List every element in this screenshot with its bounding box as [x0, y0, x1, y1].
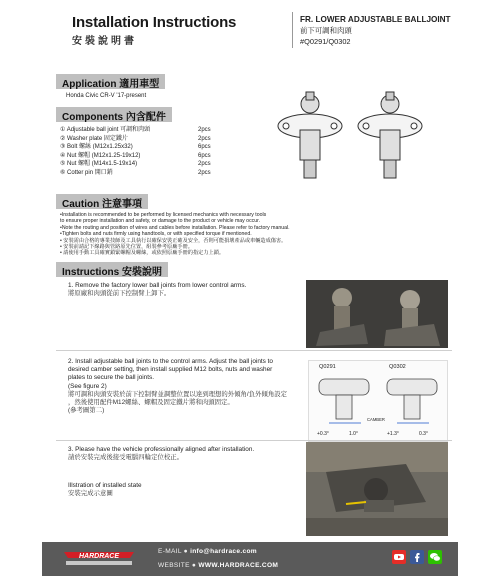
list-item: ⑥ Cotter pin 開口銷 2pcs [60, 169, 211, 176]
list-item: ② Washer plate 固定鐵片 2pcs [60, 135, 211, 142]
page-title: Installation Instructions [72, 14, 237, 31]
application-heading: Application 適用車型 [56, 74, 165, 89]
figure-label-left: Q0291 [319, 364, 336, 370]
svg-text:HARDRACE: HARDRACE [78, 553, 120, 560]
page-header [72, 14, 236, 47]
camber-value: +0.3° [317, 431, 329, 437]
divider [56, 350, 452, 351]
instructions-heading: Instructions 安裝說明 [56, 262, 168, 277]
vehicle-fitment: Honda Civic CR-V '17-present [66, 93, 147, 99]
components-list [60, 126, 240, 178]
step-1-photo [306, 280, 448, 348]
list-item: ⑤ Nut 螺帽 (M14x1.5-19x14) 2pcs [60, 161, 211, 168]
caution-text: •Installation is recommended to be performed by licensed mechanics with necessary tools to ensure proper installation and safety, or damage to the product or vehicle may occur. •Note the routing and position of wires and cables before installation. Please refer to factory manual. •Tighten bolts and nuts firmly using handtools, or with specified torque if mentioned. • 安裝需由合格的專業技師及工具執行以確保安裝正確及安全，否則可能損壞產品或車輛造成傷害。 • 安裝前請記下線路與管路原先位置，組裝參考原廠手冊。 • 請使用手動工具確實鎖緊螺帽及螺絲，或依照原廠手冊的指定力上鎖。 [60, 212, 290, 257]
installed-photo [306, 442, 448, 536]
step-2: 2. Install adjustable ball joints to the control arms. Adjust the ball joints to desired camber setting, then install supplied M12 bolts, nuts and washer plates to secure the ball joints. (See figure 2) 將可調和肉頭安裝於前下控制臂並調整位置以達到理想的外傾角/負外傾角設定 ，然後使用配件M12螺絲、螺帽及固定鐵片將和肉頭固定。 (參考圖第二) [68, 358, 288, 415]
youtube-icon[interactable] [392, 550, 406, 564]
website-link[interactable]: WWW.HARDRACE.COM [198, 562, 279, 569]
figure-label-right: Q0302 [389, 364, 406, 370]
hardrace-logo [60, 548, 138, 570]
wechat-icon[interactable] [428, 550, 442, 564]
camber-value: 0.3° [419, 431, 428, 437]
list-item: ① Adjustable ball joint 可調和肉頭 2pcs [60, 127, 211, 133]
footer-email: E-MAIL ● info@hardrace.com [158, 548, 257, 555]
balljoint-illustration [268, 86, 438, 194]
footer-website: WEBSITE ● WWW.HARDRACE.COM [158, 562, 279, 569]
step-1: 1. Remove the factory lower ball joints from lower control arms. 將原廠和肉頭從前下控制臂上卸下。 [68, 282, 247, 298]
facebook-icon[interactable] [410, 550, 424, 564]
illustration-caption: Illstration of installed state 安裝完成示意圖 [68, 482, 142, 498]
list-item: ③ Bolt 螺絲 (M12x1.25x32) 6pcs [60, 144, 211, 151]
caution-heading: Caution 注意事項 [56, 194, 148, 209]
list-item: ④ Nut 螺帽 (M12x1.25-19x12) 6pcs [60, 152, 211, 159]
email-link[interactable]: info@hardrace.com [190, 548, 257, 555]
header-divider [292, 12, 293, 48]
divider [56, 440, 452, 441]
product-name: FR. LOWER ADJUSTABLE BALLJOINT [300, 15, 451, 24]
camber-value: +1.3° [387, 431, 399, 437]
figure-2 [308, 360, 448, 442]
components-heading: Components 內含配件 [56, 107, 172, 122]
product-info [300, 14, 451, 47]
page-title-cn: 安裝說明書 [72, 36, 137, 47]
step-3: 3. Please have the vehicle professionally aligned after installation. 請於安裝完成後接受電腦四輪定位校正。 [68, 446, 255, 462]
product-name-cn: 前下可調和肉頭 [300, 26, 352, 35]
part-numbers: #Q0291/Q0302 [300, 37, 351, 46]
figure-label-mid: CAMBER [367, 417, 385, 422]
camber-value: 1.0° [349, 431, 358, 437]
